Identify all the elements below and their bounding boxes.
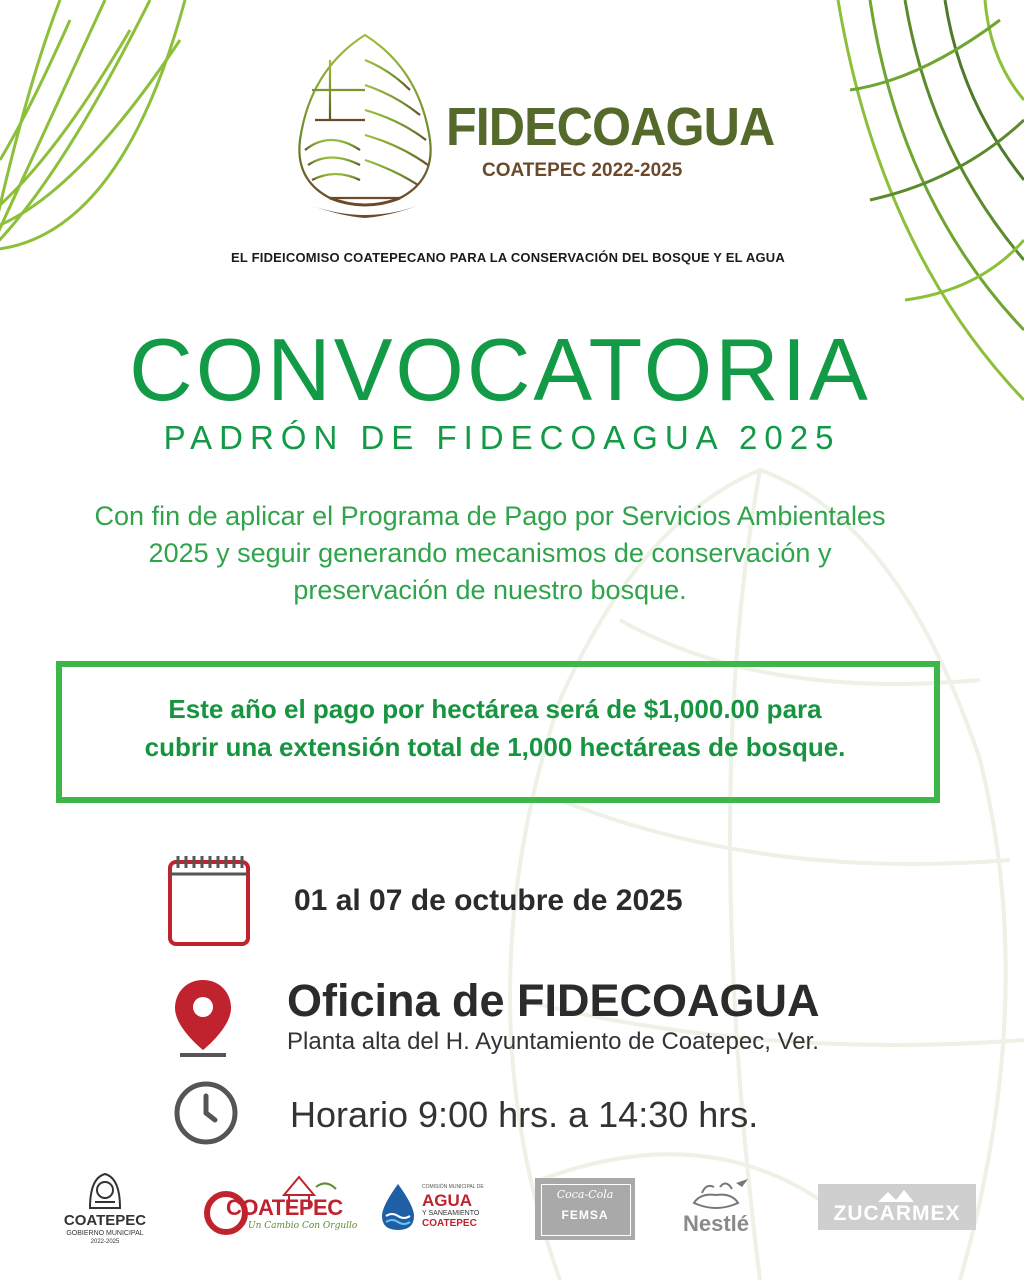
agua-small-text: COMISIÓN MUNICIPAL DE <box>422 1184 484 1190</box>
nestle-nest-icon <box>676 1175 756 1211</box>
brand-name: FIDECOAGUA <box>446 97 775 157</box>
zucarmex-text: ZUCARMEX <box>833 1202 961 1225</box>
fidecoagua-emblem-icon <box>290 30 440 226</box>
coatepec-slogan: Un Cambio Con Orgullo <box>248 1221 358 1231</box>
calendar-icon <box>166 852 252 950</box>
intro-paragraph: Con fin de aplicar el Programa de Pago por Servicios Ambientales 2025 y seguir generando mecanismos de conservación y preservación de nuestro bosque. <box>94 501 886 605</box>
sponsor-nestle <box>676 1175 756 1240</box>
location-pin-icon <box>172 978 234 1058</box>
agua-sub1: Y SANEAMIENTO <box>422 1210 480 1217</box>
office-address: Planta alta del H. Ayuntamiento de Coatepec, Ver. <box>287 1028 819 1055</box>
brand-subtitle: COATEPEC 2022-2025 <box>482 160 683 181</box>
highlight-line-1: Este año el pago por hectárea será de $1,000.00 para <box>168 694 822 724</box>
coatepec-logo-text: COATEPEC <box>226 1195 343 1220</box>
office-title: Oficina de FIDECOAGUA <box>287 975 820 1026</box>
highlight-line-2: cubrir una extensión total de 1,000 hectáreas de bosque. <box>144 732 846 762</box>
sponsor-zucarmex <box>818 1184 976 1230</box>
office-hours: Horario 9:00 hrs. a 14:30 hrs. <box>290 1094 759 1135</box>
femsa-text: FEMSA <box>561 1208 609 1222</box>
sponsor-coatepec <box>204 1165 358 1240</box>
clock-icon <box>173 1080 239 1146</box>
sponsor-cocacola-femsa <box>535 1178 635 1240</box>
page-subtitle: PADRÓN DE FIDECOAGUA 2025 <box>163 419 841 456</box>
tagline: EL FIDEICOMISO COATEPECANO PARA LA CONSERVACIÓN DEL BOSQUE Y EL AGUA <box>231 250 785 265</box>
gobierno-years: 2022-2025 <box>90 1239 120 1245</box>
gobierno-name: COATEPEC <box>63 1212 147 1229</box>
sponsor-gobierno-municipal <box>55 1168 155 1248</box>
event-date: 01 al 07 de octubre de 2025 <box>294 884 683 917</box>
agua-name: AGUA <box>422 1191 473 1210</box>
highlight-text <box>60 690 930 766</box>
nestle-text: Nestlé <box>682 1211 750 1236</box>
water-drop-icon <box>378 1182 418 1232</box>
agua-sub2: COATEPEC <box>422 1218 477 1229</box>
coatepec-crest-icon <box>55 1168 155 1212</box>
gobierno-sub: GOBIERNO MUNICIPAL <box>66 1230 144 1237</box>
page-title: CONVOCATORIA <box>129 320 871 419</box>
cocacola-text: Coca-Cola <box>556 1188 614 1201</box>
sponsor-agua-saneamiento <box>378 1182 488 1232</box>
